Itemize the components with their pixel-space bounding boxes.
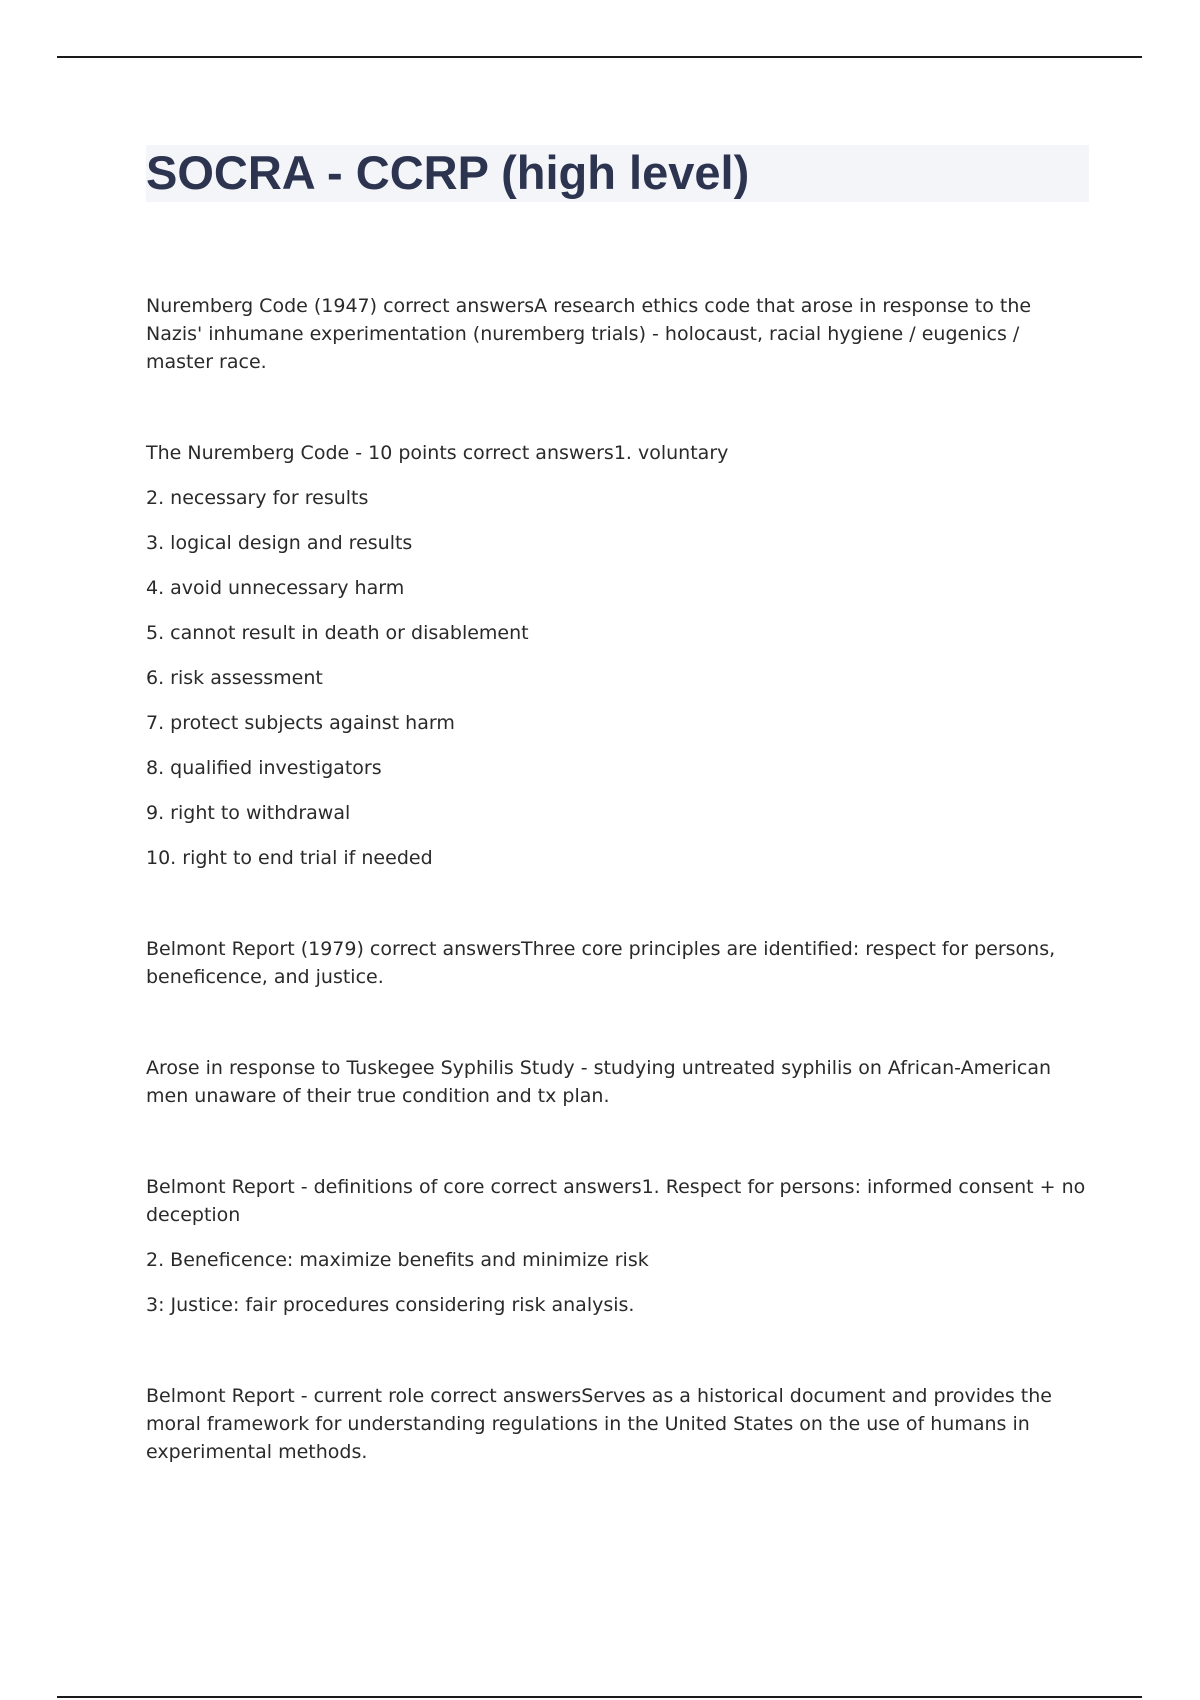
entry-nuremberg-code: Nuremberg Code (1947) correct answersA research ethics code that arose in response to the Nazis' inhumane experimentation (nuremberg trials) - holocaust, racial hygiene / eugenics / master race. bbox=[146, 295, 1032, 373]
entry-belmont-report: Belmont Report (1979) correct answersThree core principles are identified: respect for persons, beneficence, and justice. bbox=[146, 938, 1056, 988]
list-item: 5. cannot result in death or disablement bbox=[146, 622, 529, 644]
list-item: 10. right to end trial if needed bbox=[146, 847, 433, 869]
page-title: SOCRA - CCRP (high level) bbox=[146, 146, 750, 199]
list-item: 8. qualified investigators bbox=[146, 757, 382, 779]
belmont-definitions-intro: Belmont Report - definitions of core correct answers1. Respect for persons: informed consent + no deception bbox=[146, 1176, 1086, 1226]
list-item: 2. necessary for results bbox=[146, 487, 369, 509]
list-item: 9. right to withdrawal bbox=[146, 802, 351, 824]
list-item: 6. risk assessment bbox=[146, 667, 323, 689]
entry-belmont-definitions bbox=[146, 1173, 1086, 1319]
entry-tuskegee: Arose in response to Tuskegee Syphilis Study - studying untreated syphilis on African-American men unaware of their true condition and tx plan. bbox=[146, 1057, 1052, 1107]
list-item: 3: Justice: fair procedures considering risk analysis. bbox=[146, 1294, 635, 1316]
entry-nuremberg-points bbox=[146, 439, 1086, 872]
nuremberg-points-intro: The Nuremberg Code - 10 points correct answers1. voluntary bbox=[146, 442, 729, 464]
list-item: 2. Beneficence: maximize benefits and minimize risk bbox=[146, 1249, 649, 1271]
entry-belmont-role: Belmont Report - current role correct answersServes as a historical document and provides the moral framework for understanding regulations in the United States on the use of humans in experimental methods. bbox=[146, 1385, 1052, 1463]
list-item: 4. avoid unnecessary harm bbox=[146, 577, 405, 599]
header-rule bbox=[57, 56, 1142, 58]
footer-rule bbox=[57, 1696, 1142, 1698]
list-item: 3. logical design and results bbox=[146, 532, 413, 554]
list-item: 7. protect subjects against harm bbox=[146, 712, 455, 734]
document-body bbox=[146, 292, 1086, 1466]
